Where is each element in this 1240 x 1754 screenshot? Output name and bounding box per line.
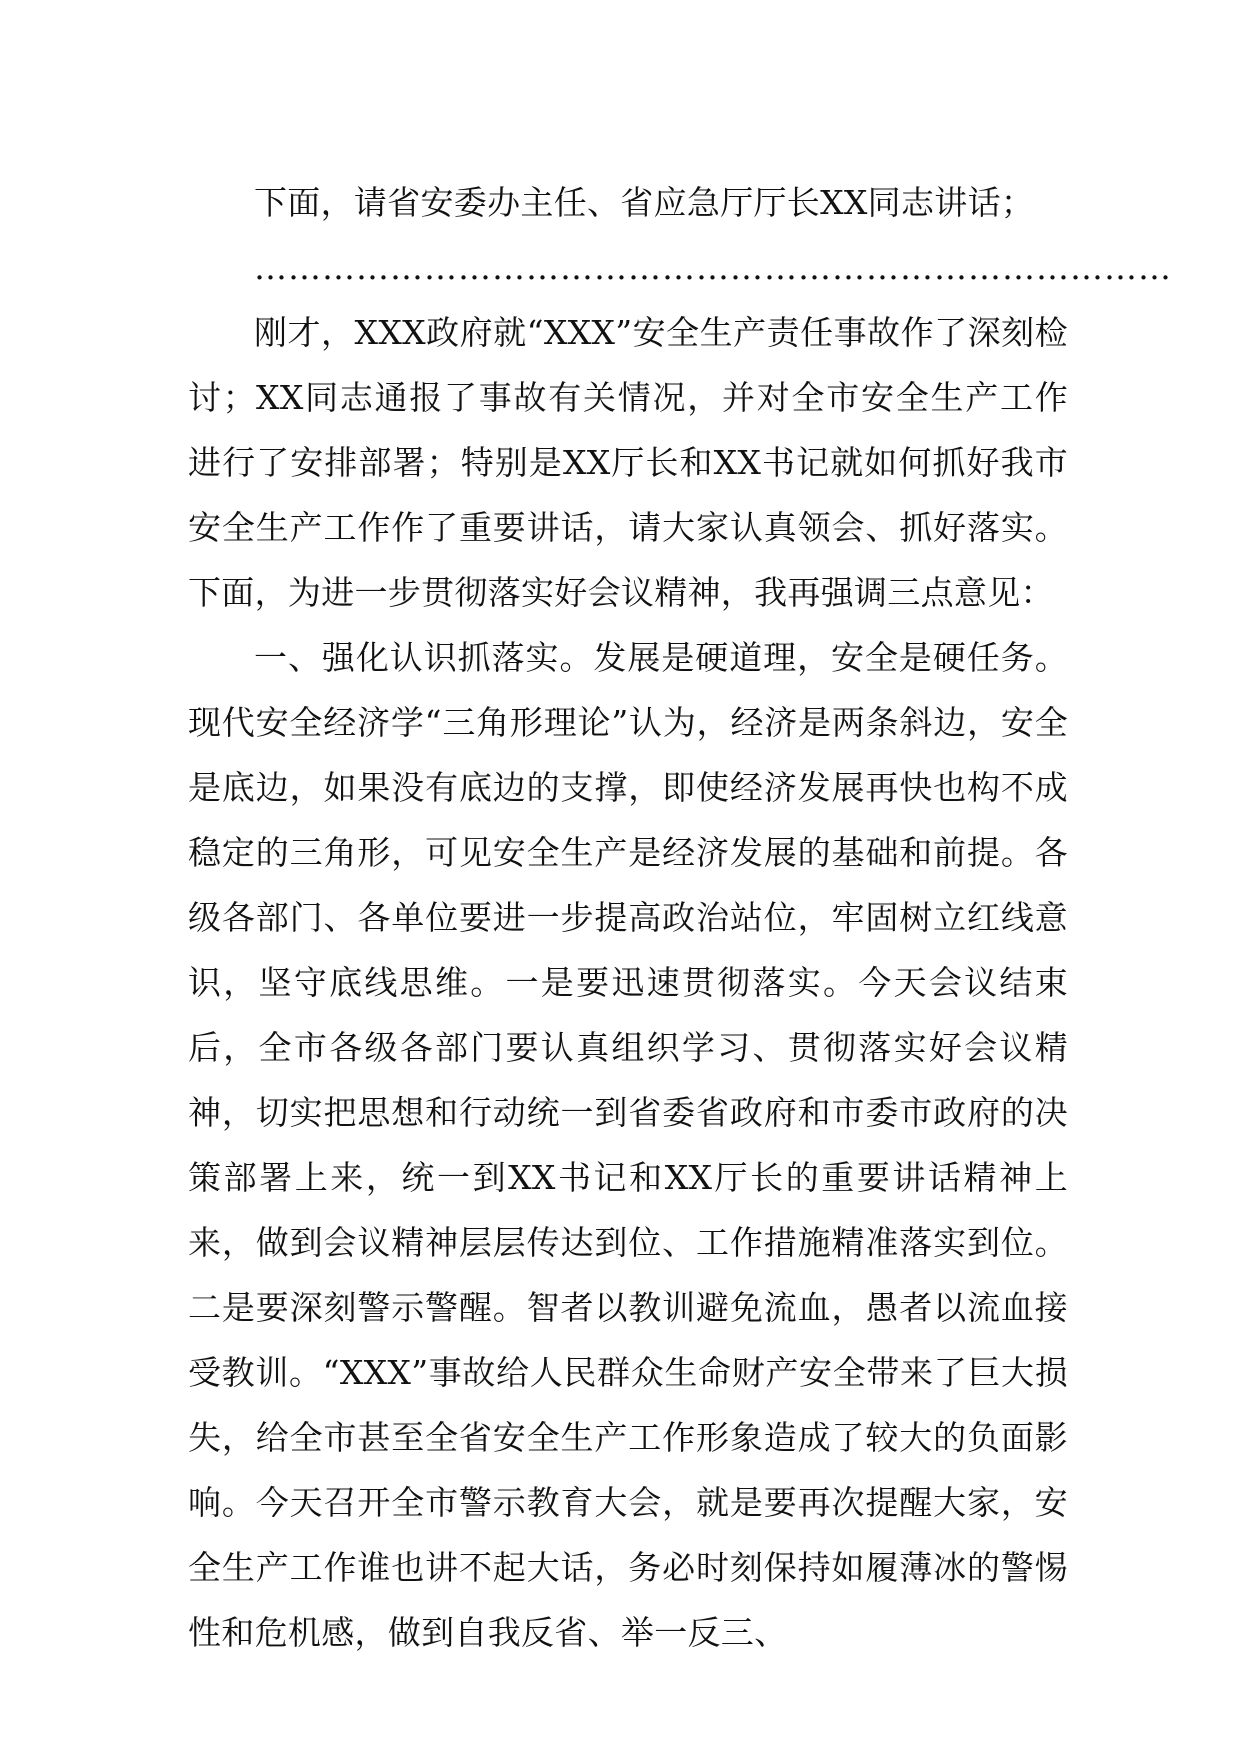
document-page <box>188 170 1172 1665</box>
paragraph-ellipsis: ……………………………………………………………………… <box>254 248 1172 287</box>
paragraph-point-one: 一、强化认识抓落实。发展是硬道理，安全是硬任务。现代安全经济学“三角形理论”认为，经济是两条斜边，安全是底边，如果没有底边的支撑，即使经济发展再快也构不成稳定的三角形，可见安全生产是经济发展的基础和前提。各级各部门、各单位要进一步提高政治站位，牢固树立红线意识，坚守底线思维。一是要迅速贯彻落实。今天会议结束后，全市各级各部门要认真组织学习、贯彻落实好会议精神，切实把思想和行动统一到省委省政府和市委市政府的决策部署上来，统一到XX书记和XX厅长的重要讲话精神上来，做到会议精神层层传达到位、工作措施精准落实到位。二是要深刻警示警醒。智者以教训避免流血，愚者以流血接受教训。“XXX”事故给人民群众生命财产安全带来了巨大损失，给全市甚至全省安全生产工作形象造成了较大的负面影响。今天召开全市警示教育大会，就是要再次提醒大家，安全生产工作谁也讲不起大话，务必时刻保持如履薄冰的警惕性和危机感，做到自我反省、举一反三、 <box>188 638 1068 1652</box>
paragraph-summary: 刚才，XXX政府就“XXX”安全生产责任事故作了深刻检讨；XX同志通报了事故有关情况，并对全市安全生产工作进行了安排部署；特别是XX厅长和XX书记就如何抓好我市安全生产工作作了重要讲话，请大家认真领会、抓好落实。下面，为进一步贯彻落实好会议精神，我再强调三点意见： <box>188 313 1068 612</box>
paragraph-speaker-intro: 下面，请省安委办主任、省应急厅厅长XX同志讲话； <box>254 183 1035 222</box>
